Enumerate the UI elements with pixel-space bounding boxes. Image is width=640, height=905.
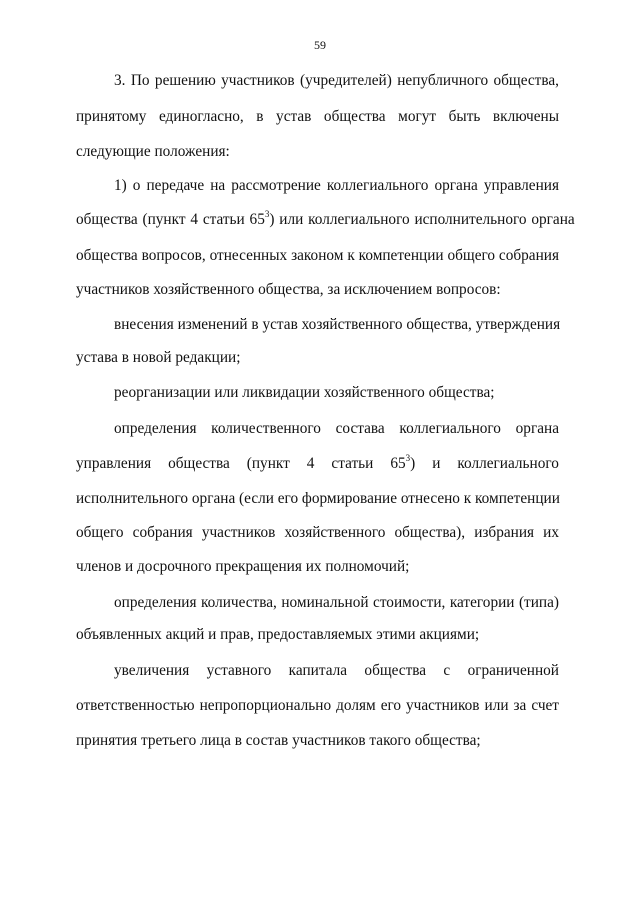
quant-line-5: членов и досрочного прекращения их полномочий; — [76, 558, 410, 575]
amend-line-2: устава в новой редакции; — [76, 349, 241, 366]
item-1-line-4: участников хозяйственного общества, за исключением вопросов: — [76, 281, 501, 298]
capital-line-3: принятия третьего лица в состав участников такого общества; — [76, 732, 481, 749]
item-1-line-3: общества вопросов, отнесенных законом к компетенции общего собрания — [76, 247, 559, 264]
shares-line-2: объявленных акций и прав, предоставляемых этими акциями; — [76, 626, 480, 643]
quant-line-2-d: 4 — [306, 455, 315, 472]
quant-line-2-h: коллегиального — [457, 455, 559, 472]
quant-line-1: определения количественного состава коллегиального органа — [114, 420, 559, 437]
superscript-3: 3 — [264, 208, 270, 219]
capital-line-2: ответственностью непропорционально долям его участников или за счет — [76, 697, 559, 714]
item-1-line-2-end: ) или коллегиального исполнительного органа — [269, 211, 575, 228]
paragraph-3-line-2: принятому единогласно, в устав общества могут быть включены — [76, 108, 559, 125]
quant-line-2-g: и — [432, 455, 441, 472]
capital-line-1: увеличения уставного капитала общества с ограниченной — [114, 662, 559, 679]
paragraph-3-line-1: 3. По решению участников (учредителей) непубличного общества, — [114, 72, 559, 89]
reorg-line-1: реорганизации или ликвидации хозяйственного общества; — [114, 384, 495, 401]
amend-line-1: внесения изменений в устав хозяйственного общества, утверждения — [114, 316, 561, 333]
quant-line-2-f: $65^3$) — [390, 452, 416, 472]
quant-line-2-b: общества — [168, 455, 230, 472]
quant-line-4: общего собрания участников хозяйственного общества), избрания их — [76, 524, 559, 541]
item-1-line-2 — [76, 208, 575, 230]
quant-line-2 — [76, 454, 559, 474]
item-1-line-2-start: общества (пункт 4 статьи 65 — [76, 211, 265, 228]
shares-line-1: определения количества, номинальной стоимости, категории (типа) — [114, 594, 559, 611]
item-1-line-1: 1) о передаче на рассмотрение коллегиального органа управления — [114, 177, 559, 194]
quant-line-2-c: (пункт — [246, 455, 290, 472]
page-number: 59 — [314, 38, 326, 52]
quant-line-3: исполнительного органа (если его формирование отнесено к компетенции — [76, 490, 560, 507]
paragraph-3-line-3: следующие положения: — [76, 143, 230, 160]
quant-line-2-e: статьи — [331, 455, 374, 472]
quant-line-2-a: управления — [76, 455, 152, 472]
